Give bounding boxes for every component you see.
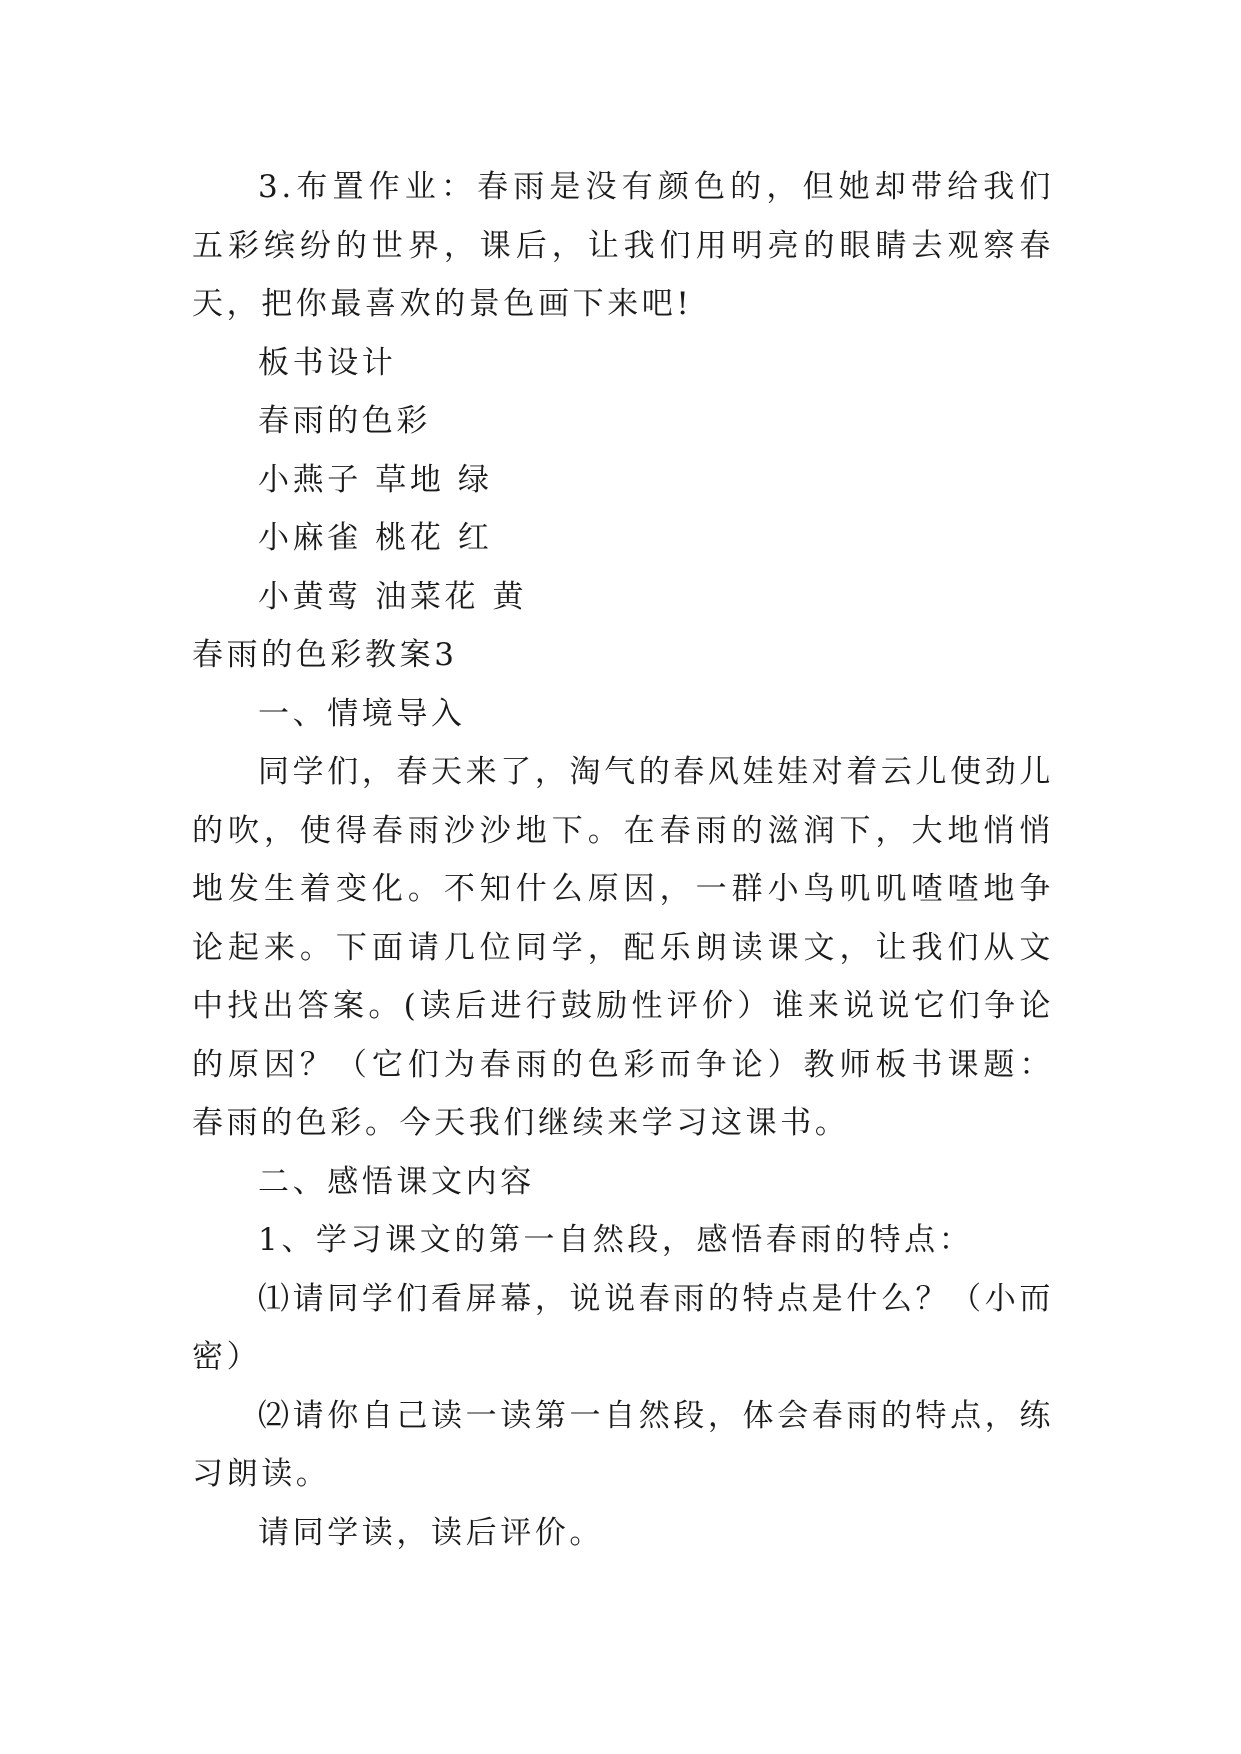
paragraph-question-2: ⑵请你自己读一读第一自然段，体会春雨的特点，练习朗读。 bbox=[192, 1397, 1054, 1492]
heading-content: 二、感悟课文内容 bbox=[258, 1163, 535, 1200]
paragraph-board-line-2: 小麻雀 桃花 红 bbox=[258, 520, 493, 556]
paragraph-step-1: 1、学习课文的第一自然段，感悟春雨的特点： bbox=[258, 1222, 974, 1258]
paragraph-board-title: 春雨的色彩 bbox=[258, 403, 431, 439]
paragraph-reading: 请同学读，读后评价。 bbox=[258, 1514, 604, 1551]
paragraph-board-line-3: 小黄莺 油菜花 黄 bbox=[258, 578, 528, 615]
paragraph-homework: 3.布置作业：春雨是没有颜色的，但她却带给我们五彩缤纷的世界，课后，让我们用明亮的眼睛去观察春天，把你最喜欢的景色画下来吧! bbox=[192, 169, 1054, 322]
paragraph-question-1: ⑴请同学们看屏幕，说说春雨的特点是什么？（小而密） bbox=[192, 1280, 1054, 1375]
paragraph-board-line-1: 小燕子 草地 绿 bbox=[258, 461, 493, 498]
document-body bbox=[192, 158, 1054, 1562]
section-title: 春雨的色彩教案3 bbox=[192, 637, 458, 673]
heading-intro: 一、情境导入 bbox=[258, 695, 466, 732]
paragraph-board-design: 板书设计 bbox=[258, 344, 397, 381]
paragraph-intro: 同学们，春天来了，淘气的春风娃娃对着云儿使劲儿的吹，使得春雨沙沙地下。在春雨的滋润下，大地悄悄地发生着变化。不知什么原因，一群小鸟叽叽喳喳地争论起来。下面请几位同学，配乐朗读课文，让我们从文中找出答案。(读后进行鼓励性评价）谁来说说它们争论的原因？（它们为春雨的色彩而争论）教师板书课题：春雨的色彩。今天我们继续来学习这课书。 bbox=[192, 754, 1054, 1141]
